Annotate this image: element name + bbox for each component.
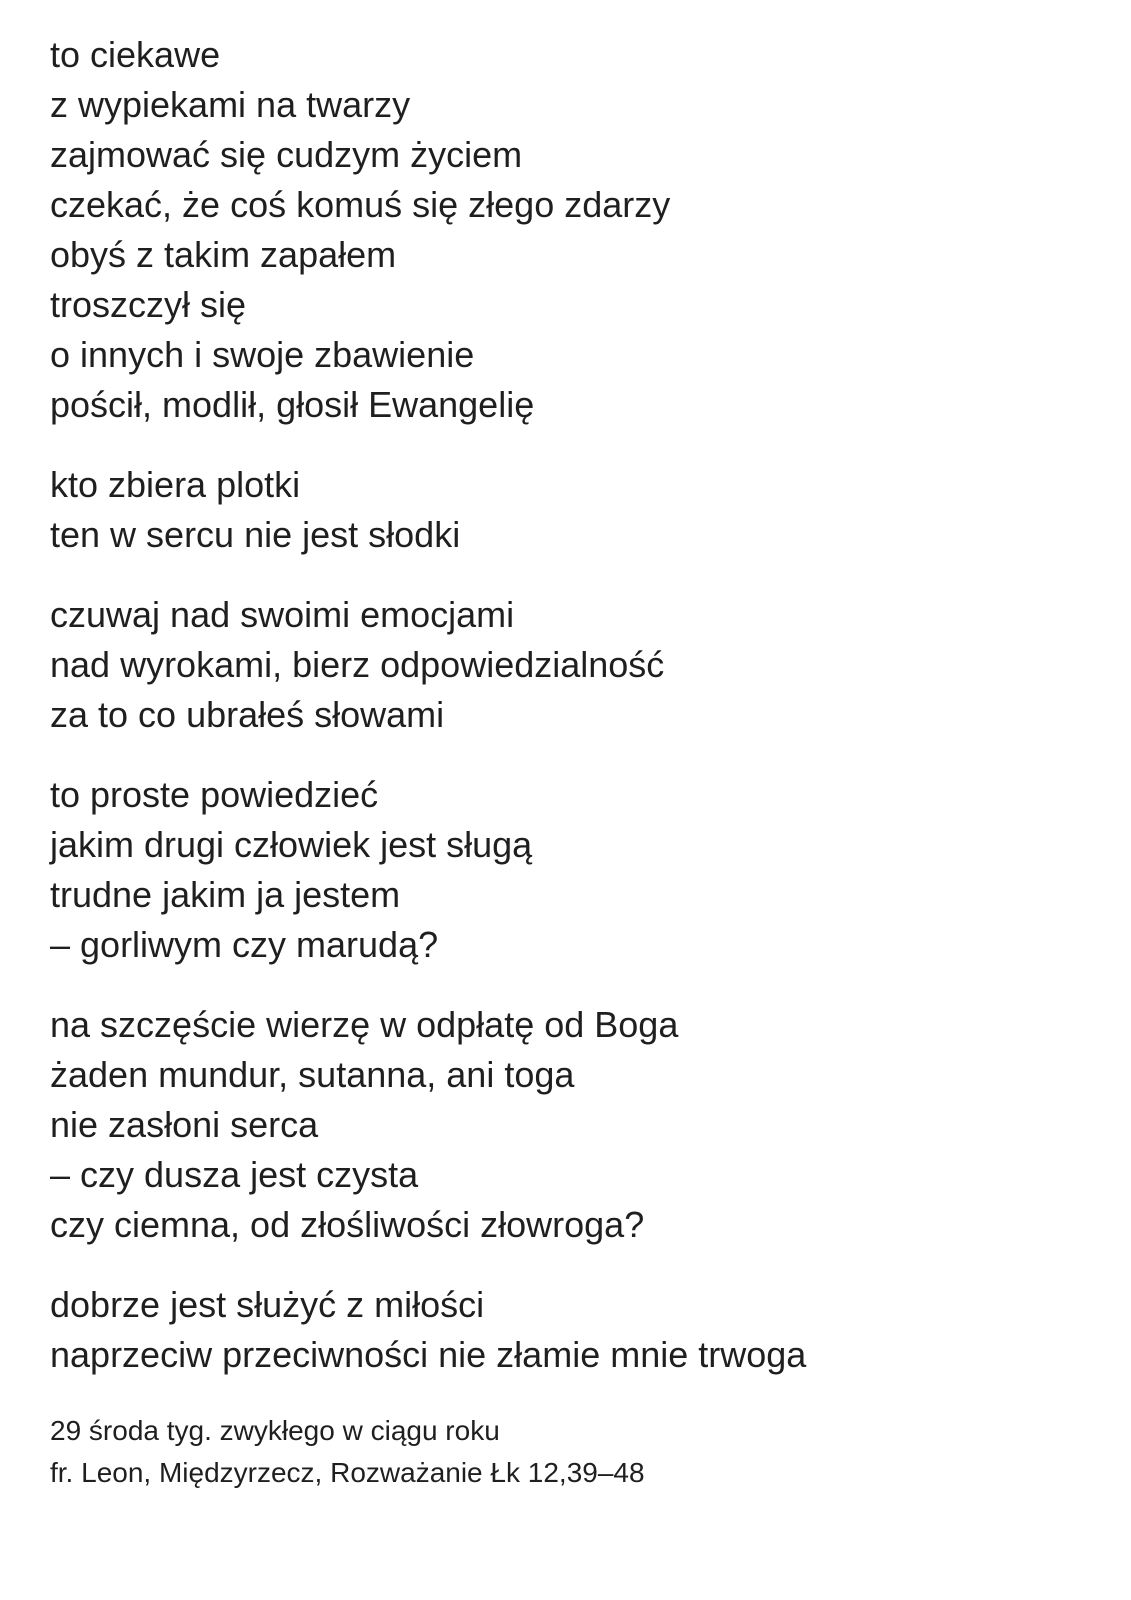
poem-line: czuwaj nad swoimi emocjami <box>50 594 515 635</box>
poem-line: ten w sercu nie jest słodki <box>50 514 461 555</box>
poem-line: obyś z takim zapałem <box>50 234 397 275</box>
poem-footer <box>50 1410 1090 1494</box>
poem-line: trudne jakim ja jestem <box>50 874 401 915</box>
stanza-2 <box>50 460 1090 560</box>
poem-line: – czy dusza jest czysta <box>50 1154 419 1195</box>
poem-line: na szczęście wierzę w odpłatę od Boga <box>50 1004 679 1045</box>
stanza-3 <box>50 590 1090 740</box>
poem-line: to proste powiedzieć <box>50 774 379 815</box>
stanza-1 <box>50 30 1090 430</box>
poem-line: pościł, modlił, głosił Ewangelię <box>50 384 535 425</box>
poem-line: naprzeciw przeciwności nie złamie mnie trwoga <box>50 1334 807 1375</box>
poem-line: za to co ubrałeś słowami <box>50 694 445 735</box>
footer-author-line: fr. Leon, Międzyrzecz, Rozważanie Łk 12,39–48 <box>50 1457 645 1488</box>
poem-line: – gorliwym czy marudą? <box>50 924 439 965</box>
poem-line: kto zbiera plotki <box>50 464 301 505</box>
stanza-6 <box>50 1280 1090 1380</box>
poem-line: nad wyrokami, bierz odpowiedzialność <box>50 644 665 685</box>
stanza-4 <box>50 770 1090 970</box>
poem-line: dobrze jest służyć z miłości <box>50 1284 485 1325</box>
stanza-5 <box>50 1000 1090 1250</box>
poem-line: żaden mundur, sutanna, ani toga <box>50 1054 575 1095</box>
footer-date-line: 29 środa tyg. zwykłego w ciągu roku <box>50 1415 500 1446</box>
poem-line: to ciekawe <box>50 34 221 75</box>
poem-line: czekać, że coś komuś się złego zdarzy <box>50 184 671 225</box>
poem-line: zajmować się cudzym życiem <box>50 134 523 175</box>
poem-line: czy ciemna, od złośliwości złowroga? <box>50 1204 645 1245</box>
poem-line: o innych i swoje zbawienie <box>50 334 475 375</box>
poem-line: jakim drugi człowiek jest sługą <box>50 824 533 865</box>
poem-page <box>50 30 1090 1494</box>
poem-line: troszczył się <box>50 284 247 325</box>
poem-line: z wypiekami na twarzy <box>50 84 411 125</box>
poem-line: nie zasłoni serca <box>50 1104 319 1145</box>
